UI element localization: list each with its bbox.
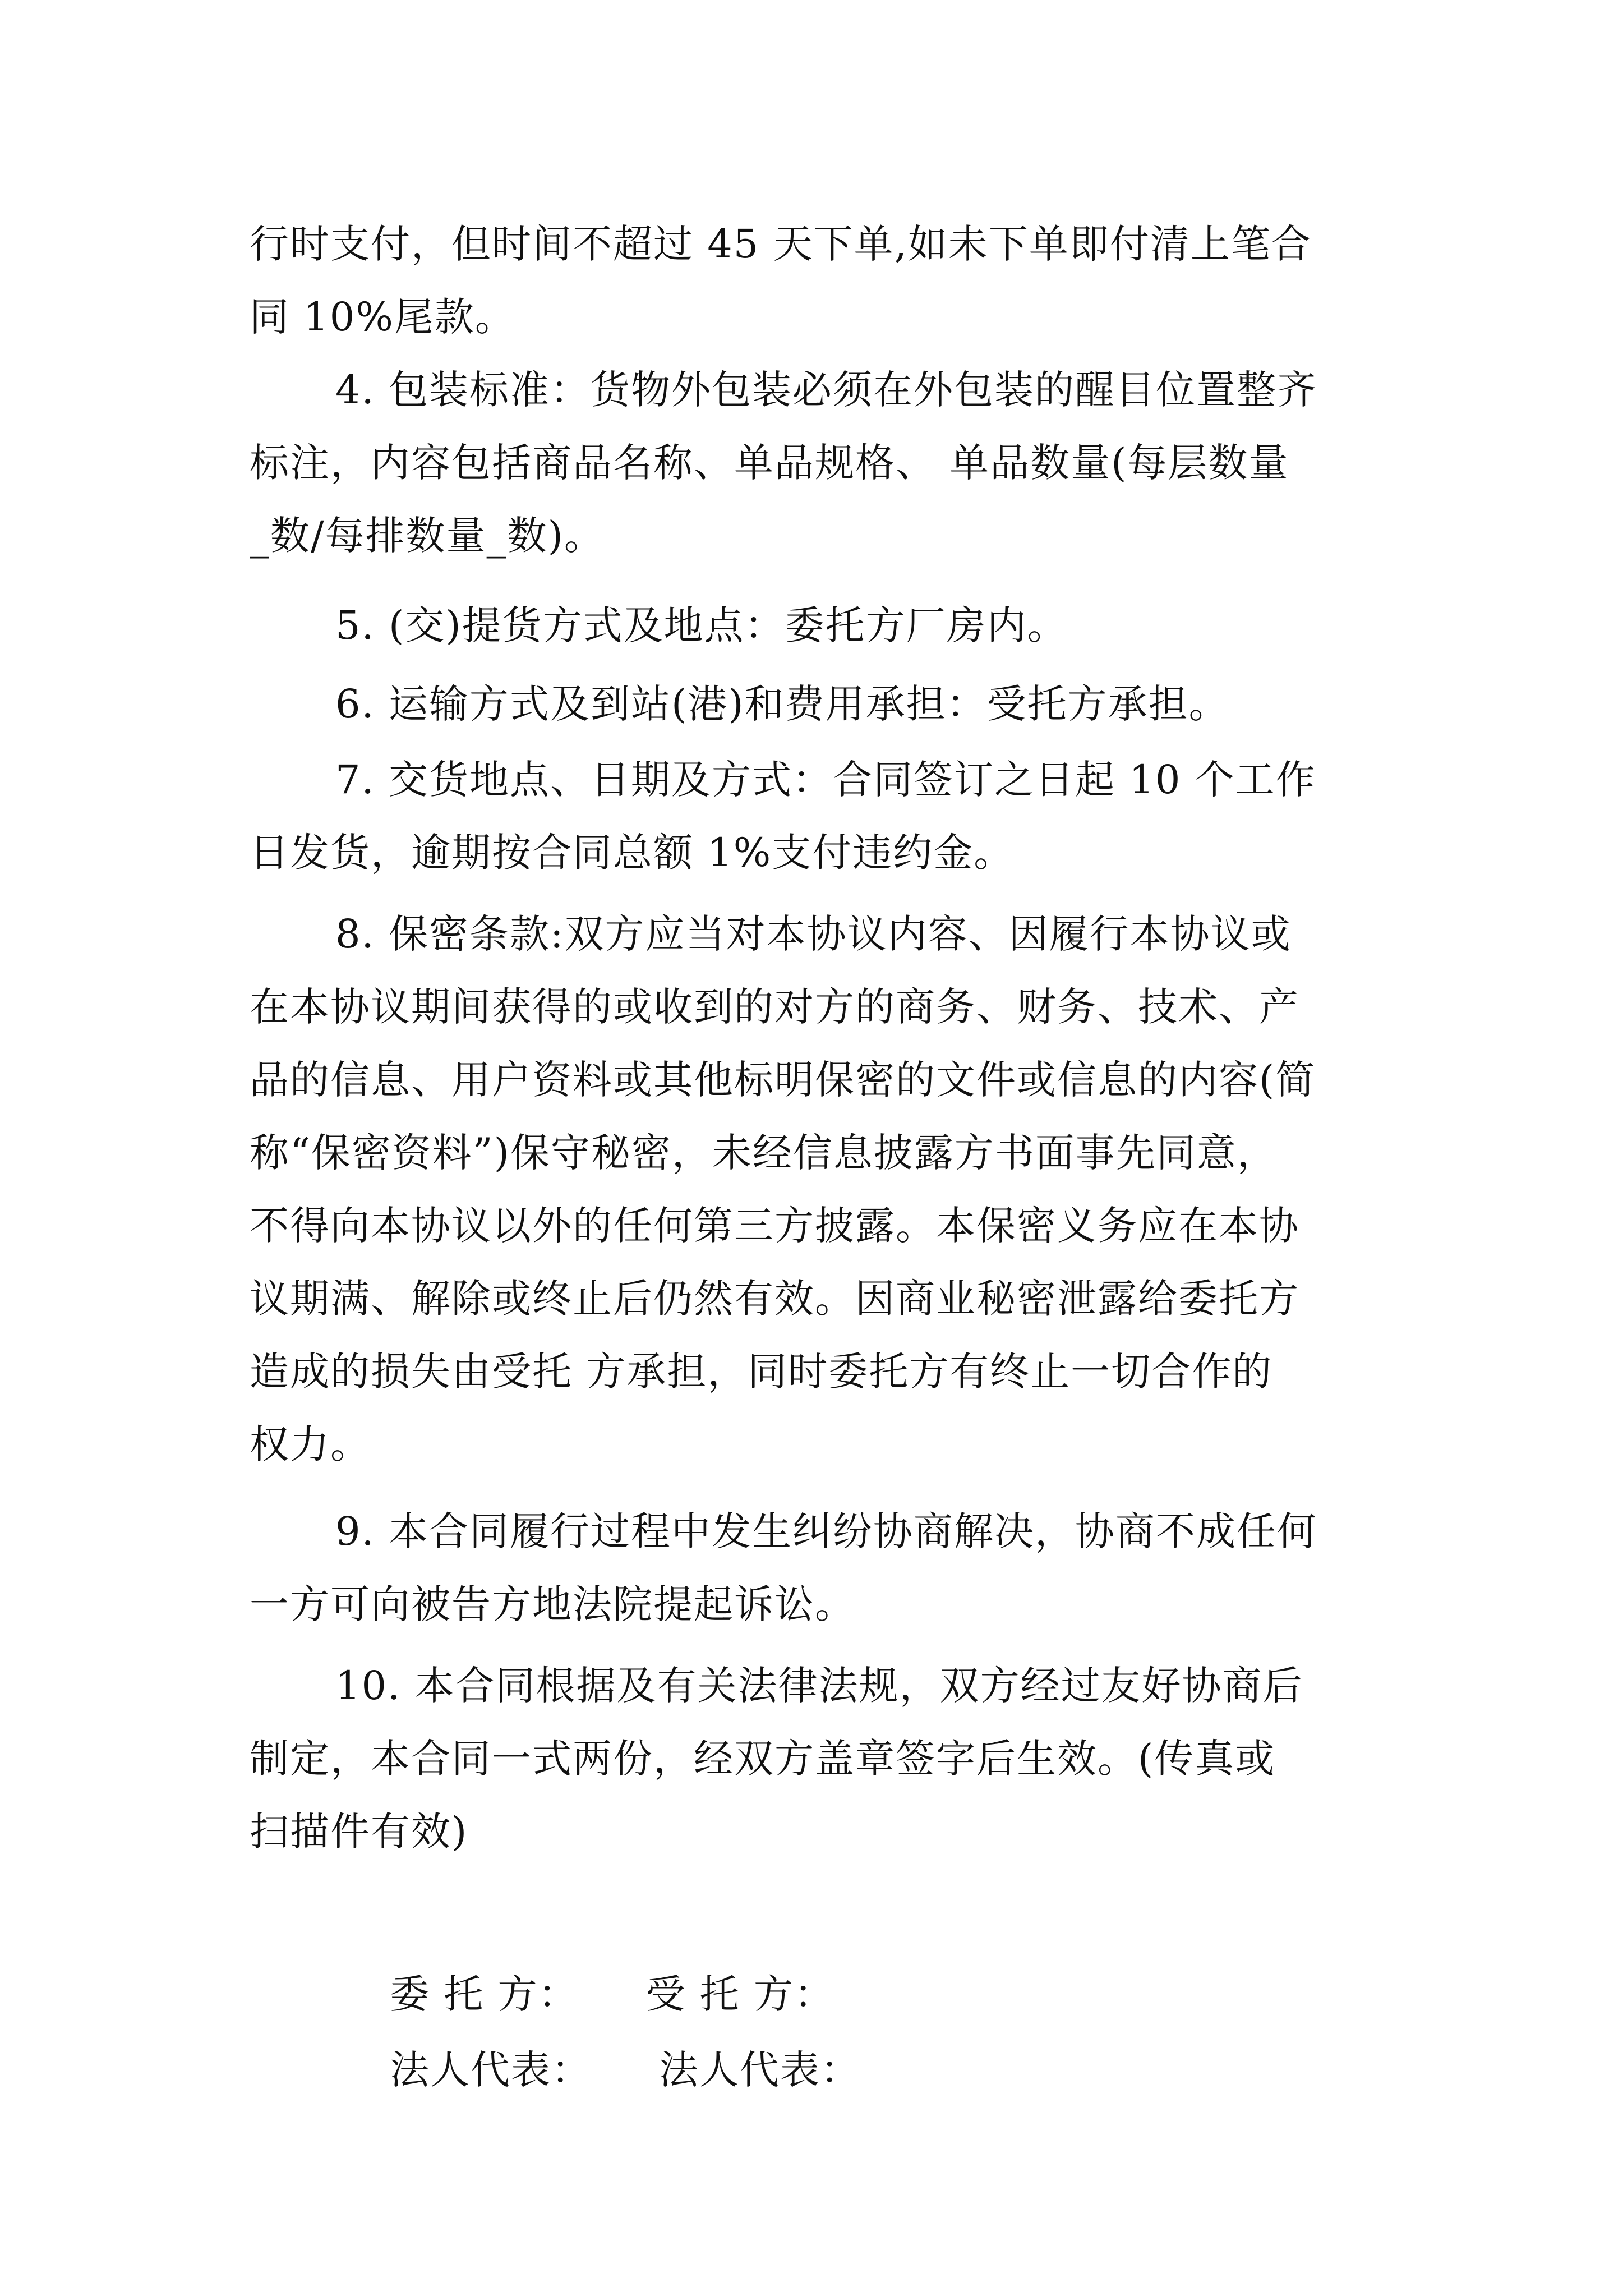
text-line: 同 10%尾款。 bbox=[250, 294, 515, 340]
text-line: 称“保密资料”)保守秘密，未经信息披露方书面事先同意， bbox=[250, 1130, 1278, 1176]
text-line: 造成的损失由受托 方承担，同时委托方有终止一切合作的 bbox=[250, 1349, 1273, 1395]
rep-b-label: 法人代表： bbox=[659, 2047, 861, 2093]
signature-row-party bbox=[0, 1876, 1623, 2017]
paragraph-10-start: 10. 本合同根据及有关法律法规，双方经过友好协商后 bbox=[335, 1663, 1303, 1709]
text-line: 标注，内容包括商品名称、单品规格、 单品数量(每层数量 bbox=[250, 440, 1289, 486]
text-line: 议期满、解除或终止后仍然有效。因商业秘密泄露给委托方 bbox=[250, 1276, 1299, 1322]
paragraph-6: 6. 运输方式及到站(港)和费用承担：受托方承担。 bbox=[335, 681, 1229, 727]
text-line: 扫描件有效) bbox=[250, 1809, 468, 1855]
paragraph-9-start: 9. 本合同履行过程中发生纠纷协商解决，协商不成任何 bbox=[335, 1508, 1318, 1554]
text-line: 制定，本合同一式两份，经双方盖章签字后生效。(传真或 bbox=[250, 1736, 1276, 1782]
paragraph-5: 5. (交)提货方式及地点：委托方厂房内。 bbox=[335, 602, 1068, 648]
party-a-label: 委 托 方： bbox=[390, 1971, 579, 2017]
paragraph-7-start: 7. 交货地点、日期及方式：合同签订之日起 10 个工作 bbox=[335, 757, 1316, 803]
text-line: 行时支付，但时间不超过 45 天下单,如未下单即付清上笔合 bbox=[250, 221, 1312, 267]
signature-row-representative bbox=[0, 1952, 1623, 2093]
text-line: 一方可向被告方地法院提起诉讼。 bbox=[250, 1581, 855, 1627]
text-line: _数/每排数量_数)。 bbox=[250, 513, 605, 559]
rep-a-label: 法人代表： bbox=[390, 2047, 592, 2093]
text-line: 权力。 bbox=[250, 1421, 371, 1467]
party-b-label: 受 托 方： bbox=[645, 1971, 835, 2017]
text-line: 在本协议期间获得的或收到的对方的商务、财务、技术、产 bbox=[250, 984, 1299, 1030]
paragraph-8-start: 8. 保密条款:双方应当对本协议内容、因履行本协议或 bbox=[335, 911, 1292, 957]
text-line: 不得向本协议以外的任何第三方披露。本保密义务应在本协 bbox=[250, 1203, 1299, 1249]
text-line: 日发货，逾期按合同总额 1%支付违约金。 bbox=[250, 830, 1015, 876]
text-line: 品的信息、用户资料或其他标明保密的文件或信息的内容(简 bbox=[250, 1057, 1316, 1103]
paragraph-4-start: 4. 包装标准：货物外包装必须在外包装的醒目位置整齐 bbox=[335, 367, 1318, 413]
